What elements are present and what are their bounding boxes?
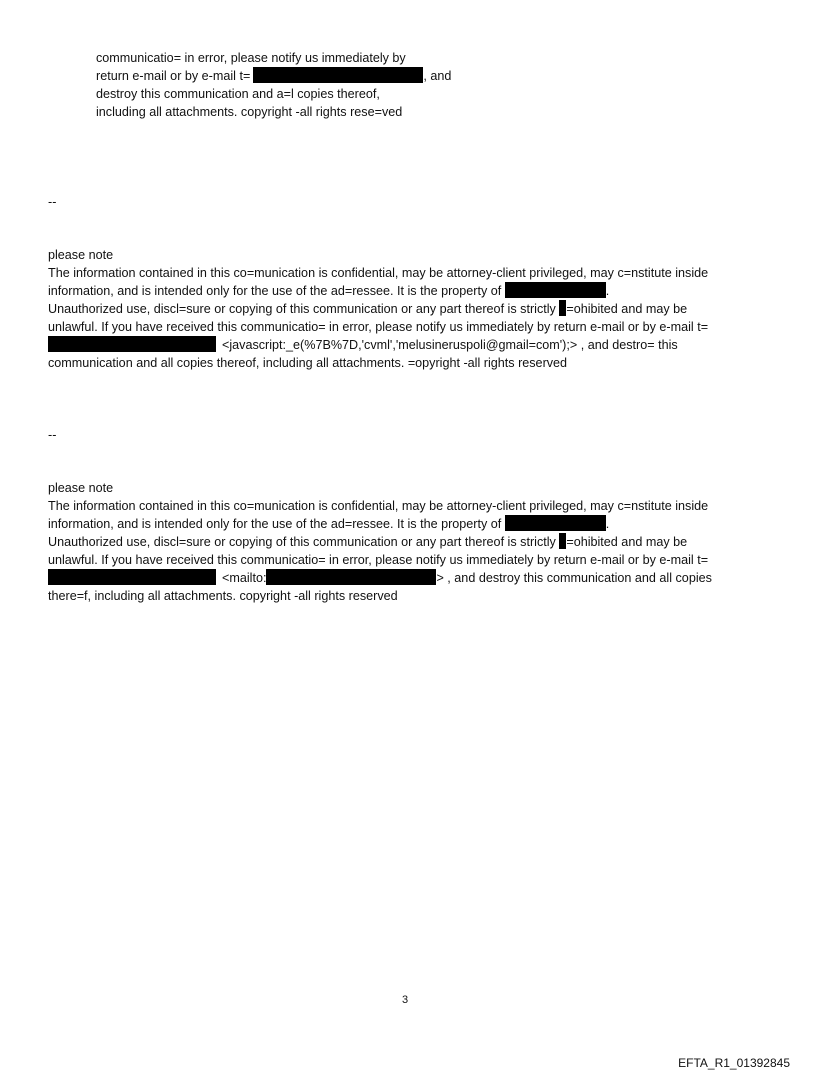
block2-line6: communication and all copies thereof, including all attachments. =opyright -all rights reserved — [48, 356, 568, 370]
block1-line2-text: return e-mail or by e-mail t= — [96, 69, 251, 83]
redaction-box — [505, 515, 606, 531]
block3-line5 — [48, 569, 712, 587]
block2-line2-text: information, and is intended only for the use of the ad=ressee. It is the property of — [48, 284, 502, 298]
block3-line4: unlawful. If you have received this communicatio= in error, please notify us immediately by return e-mail or by e-mail t= — [48, 553, 709, 567]
block3-line3 — [48, 533, 687, 551]
redaction-box — [505, 282, 606, 298]
block1-line2-tail: , and — [423, 69, 452, 83]
block3-line2-text: information, and is intended only for the use of the ad=ressee. It is the property of — [48, 517, 502, 531]
block2-line1: The information contained in this co=munication is confidential, may be attorney-client privileged, may c=nstitute inside — [48, 266, 709, 280]
block3-line5-tail: > , and destroy this communication and all copies — [436, 571, 712, 585]
block2-line3-text: Unauthorized use, discl=sure or copying of this communication or any part thereof is strictly — [48, 302, 556, 316]
block3-line6: there=f, including all attachments. copyright -all rights reserved — [48, 589, 398, 603]
block2-title: please note — [48, 248, 114, 262]
block1-line3: destroy this communication and a=l copies thereof, — [96, 87, 380, 101]
block3-title: please note — [48, 481, 114, 495]
redaction-box — [48, 569, 216, 585]
block3-line5-mailto: <mailto: — [222, 571, 267, 585]
block3-line2-tail: . — [605, 517, 610, 531]
block1-line2 — [96, 67, 451, 85]
block3-line3-tail: =ohibited and may be — [566, 535, 688, 549]
redaction-box — [266, 569, 436, 585]
block3-line3-text: Unauthorized use, discl=sure or copying of this communication or any part thereof is strictly — [48, 535, 556, 549]
block2-line3-tail: =ohibited and may be — [566, 302, 688, 316]
block2-line2-tail: . — [605, 284, 610, 298]
separator-1: -- — [48, 195, 57, 209]
bates-number: EFTA_R1_01392845 — [678, 1056, 790, 1070]
block1-line1: communicatio= in error, please notify us immediately by — [96, 51, 406, 65]
separator-2: -- — [48, 428, 57, 442]
redaction-box — [253, 67, 423, 83]
block3-line2 — [48, 515, 609, 533]
block2-line3 — [48, 300, 687, 318]
block2-line4: unlawful. If you have received this communicatio= in error, please notify us immediately by return e-mail or by e-mail t= — [48, 320, 709, 334]
redaction-box — [48, 336, 216, 352]
block1-line4: including all attachments. copyright -all rights rese=ved — [96, 105, 403, 119]
block2-line5 — [48, 336, 678, 354]
block2-line5-text: <javascript:_e(%7B%7D,'cvml','melusineruspoli@gmail=com');> , and destro= this — [222, 338, 678, 352]
block3-line1: The information contained in this co=munication is confidential, may be attorney-client privileged, may c=nstitute inside — [48, 499, 709, 513]
page-number: 3 — [402, 994, 409, 1006]
block2-line2 — [48, 282, 609, 300]
